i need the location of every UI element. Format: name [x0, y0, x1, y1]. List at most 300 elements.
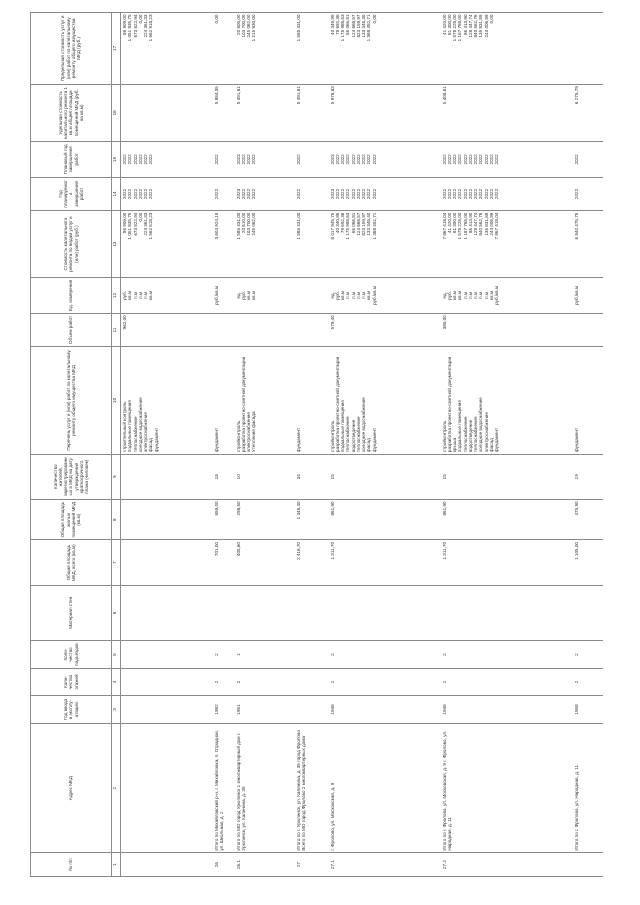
units-item: п.м — [473, 291, 479, 299]
cell-years2 — [329, 141, 441, 177]
works-item: холодное водоснабжение — [361, 397, 367, 453]
years2-item: 2022 — [355, 154, 361, 165]
unit_cost-item: 5 491,81 — [235, 86, 241, 105]
cell-works — [295, 347, 329, 454]
years1-item: 2022 — [478, 188, 484, 200]
cell-floors — [235, 669, 295, 695]
years1-item: 2022 — [143, 188, 149, 200]
cell-living — [573, 499, 603, 540]
cell-floors — [441, 669, 573, 695]
address-value: Итого по г. Фролово, ул. Московская, д. 9 г. Фролово, ул. Народная, д. 11 — [441, 730, 452, 851]
cell-volume — [329, 313, 441, 346]
cell-year — [213, 695, 235, 724]
years2-item: 2022 — [371, 154, 377, 165]
cell-years2 — [121, 141, 213, 177]
years2-item: 2022 — [361, 154, 367, 165]
units-item: руб./кв.м — [371, 285, 377, 305]
costs-item: 40 340,95 — [334, 212, 340, 234]
cell-entrances — [441, 640, 573, 669]
limit-item: 0,00 — [213, 14, 219, 24]
cell-costs — [573, 211, 603, 278]
years1-item: 2022 — [452, 188, 458, 200]
header-cell: Адрес МКД — [31, 724, 112, 853]
limit-item: 86 413,90 — [462, 14, 468, 35]
works-item: фундамент — [573, 427, 579, 453]
area-value: 1 311,70 — [441, 542, 447, 560]
costs-item: 128 447,74 — [473, 212, 479, 236]
years2-item: 2022 — [132, 154, 138, 165]
units-item: кв.м — [489, 290, 495, 300]
cell-entrances — [573, 640, 603, 669]
limit-item: 1 368 452,71 — [366, 14, 372, 42]
years2-item: 2022 — [467, 154, 473, 165]
cell-units — [235, 278, 295, 314]
works-item: холодное водоснабжение — [137, 397, 143, 453]
units-item: кв.м — [366, 290, 372, 300]
capital-repair-table — [30, 12, 603, 877]
cell-unit_cost — [235, 84, 295, 141]
costs-item: 245 062,00 — [251, 212, 257, 236]
header-cell: Стоимость капитального ремонта по видам услуг и (или) работ (руб.) — [31, 211, 112, 278]
living-value: 475,90 — [573, 501, 579, 516]
cell-living — [235, 499, 295, 540]
cell-id — [213, 853, 235, 877]
works-item: крыша — [452, 437, 458, 453]
costs-item: 1 187 768,00 — [462, 212, 468, 240]
years2-item: 2022 — [334, 154, 340, 165]
header-row — [31, 13, 112, 877]
people-value: 19 — [573, 474, 579, 480]
cell-address — [329, 724, 441, 853]
entrances-value: 1 — [235, 653, 241, 656]
years2-item: 2022 — [489, 154, 495, 165]
years2-item: 2022 — [462, 154, 468, 165]
works-item: стройконтроль — [441, 420, 447, 453]
units-item: п.м — [478, 291, 484, 299]
years1-item: 2022 — [361, 188, 367, 200]
header-cell: Общая площадь жилых помещений МКД (кв.м) — [31, 499, 112, 540]
works-item: фундамент — [213, 427, 219, 453]
cell-entrances — [121, 640, 213, 669]
works-item: разработка проектно-сметной документации — [240, 356, 246, 453]
costs-item: 1 585 431,00 — [235, 212, 241, 240]
table-row — [213, 13, 235, 877]
column-number: 8 — [112, 499, 121, 540]
years1-item: 2022 — [355, 188, 361, 200]
cell-people — [441, 454, 573, 499]
column-number-row — [112, 13, 121, 877]
unit_cost-item: 5 978,83 — [329, 86, 335, 105]
years2-item: 2022 — [350, 154, 356, 165]
limit-item: 224 361,33 — [143, 14, 149, 38]
years1-item: 2022 — [441, 188, 447, 200]
years2-item: 2022 — [143, 154, 149, 165]
works-item: стройконтроль — [329, 420, 335, 453]
cell-unit_cost — [213, 84, 235, 141]
cell-address — [121, 724, 213, 853]
cell-area — [213, 540, 235, 585]
people-value: 34 — [295, 474, 301, 480]
units-item: руб./кв.м — [494, 285, 500, 305]
costs-item: 103 700,00 — [246, 212, 252, 236]
year-value: 1948 — [441, 704, 447, 715]
cell-walls — [121, 585, 213, 640]
living-value: 659,00 — [213, 501, 219, 516]
column-number: 5 — [112, 640, 121, 669]
cell-floors — [121, 669, 213, 695]
people-value: 15 — [441, 474, 447, 480]
works-item: электроснабжение — [483, 412, 489, 453]
units-item: ед. — [441, 292, 447, 299]
cell-people — [213, 454, 235, 499]
header-cell: Материал стен — [31, 585, 112, 640]
header-cell: Предельная стоимость услуг и (или) работ по капитальному ремонту общего имущества МКД (руб.) — [31, 13, 112, 85]
living-value: 861,90 — [441, 501, 447, 516]
cell-volume — [441, 313, 573, 346]
id-value: 26 — [213, 862, 219, 868]
cell-volume — [573, 313, 603, 346]
costs-item: 8 017 945,75 — [329, 212, 335, 240]
cell-limit — [295, 13, 329, 85]
cell-id — [121, 853, 213, 877]
address-value: Итого по г. Урюпинск, ул. Калинина, д. 35 город Фролово Всего по МО город Фролово 2 многоквартирных дома — [295, 730, 306, 851]
costs-item: 673 822,94 — [132, 212, 138, 236]
years1-item: 2022 — [340, 188, 346, 200]
column-number: 3 — [112, 695, 121, 724]
limit-item: 124 668,57 — [350, 14, 356, 38]
works-item: холодное водоснабжение — [478, 397, 484, 453]
area-value: 2 416,70 — [295, 542, 301, 560]
years2-item: 2022 — [127, 154, 133, 165]
cell-people — [573, 454, 603, 499]
year-value: 1948 — [329, 704, 335, 715]
years2-item: 2022 — [340, 154, 346, 165]
years2-item: 2022 — [483, 154, 489, 165]
living-value: 1 346,40 — [295, 501, 301, 520]
works-item: водоотведение — [350, 419, 356, 453]
limit-item: 86 909,00 — [122, 14, 127, 35]
costs-item: 224 361,33 — [143, 212, 149, 236]
limit-item: 0,00 — [489, 14, 495, 24]
costs-item: 1 578 228,00 — [457, 212, 463, 240]
cell-entrances — [295, 640, 329, 669]
limit-item: 1 578 228,00 — [452, 14, 458, 42]
cell-id — [573, 853, 603, 877]
people-value: 15 — [329, 474, 335, 480]
units-item: п.м — [345, 291, 351, 299]
entrances-value: 2 — [441, 653, 447, 656]
works-item: разработка проектно-сметной документации — [446, 356, 452, 453]
cell-address — [573, 724, 603, 853]
header-cell: Общая площадь МКД, всего (кв.м) — [31, 540, 112, 585]
year-value: 1982 — [213, 704, 219, 715]
cell-works — [121, 347, 213, 454]
limit-item: 673 822,94 — [132, 14, 138, 38]
id-value: 27.2 — [441, 860, 447, 870]
cell-floors — [213, 669, 235, 695]
area-value: 1 311,70 — [329, 542, 335, 560]
costs-item: 81 300,00 — [452, 212, 458, 234]
years1-item: 2022 — [371, 188, 377, 200]
cell-unit_cost — [329, 84, 441, 141]
cell-units — [573, 278, 603, 314]
units-item: п.м — [361, 291, 367, 299]
years1-item: 2022 — [122, 188, 127, 200]
column-number: 2 — [112, 724, 121, 853]
works-item: фундамент — [295, 427, 301, 453]
units-item: ед. — [329, 292, 335, 299]
years1-item: 2022 — [240, 188, 246, 200]
cell-area — [235, 540, 295, 585]
years2-item: 2022 — [473, 154, 479, 165]
units-item: п.м — [483, 291, 489, 299]
works-item: подвальные помещения — [340, 400, 346, 453]
table-body — [121, 13, 603, 877]
years1-item: 2023 — [329, 188, 335, 200]
years1-item: 2022 — [573, 188, 579, 200]
years2-item: 2022 — [446, 154, 452, 165]
volume-item: 380,00 — [441, 315, 447, 330]
column-number: 14 — [112, 177, 121, 210]
limit-item: 1 215 830,00 — [251, 14, 257, 42]
cell-years1 — [441, 177, 573, 210]
cell-area — [329, 540, 441, 585]
cell-year — [441, 695, 573, 724]
units-item: кв.м — [452, 290, 458, 300]
years1-item: 2022 — [483, 188, 489, 200]
costs-item: 7 867 418,04 — [441, 212, 447, 240]
works-item: фасад — [148, 438, 154, 453]
limit-item: 20 605,00 — [235, 14, 241, 35]
table-row — [573, 13, 603, 877]
cell-living — [329, 499, 441, 540]
cell-people — [329, 454, 441, 499]
limit-item: 243 006,99 — [483, 14, 489, 38]
cell-volume — [213, 313, 235, 346]
header-cell: Удельная стоимость капитального ремонта 1 кв.м общей площади помещений МКД (руб. на кв.м) — [31, 84, 112, 141]
cell-costs — [213, 211, 235, 278]
units-item: кв.м — [246, 290, 252, 300]
units-item: руб. — [446, 291, 452, 300]
years2-item: 2022 — [251, 154, 257, 165]
works-item: электроснабжение — [143, 412, 149, 453]
units-item: п.м — [355, 291, 361, 299]
cell-living — [295, 499, 329, 540]
cell-limit — [213, 13, 235, 85]
cell-works — [573, 347, 603, 454]
table-row — [295, 13, 329, 877]
years2-item: 2022 — [246, 154, 252, 165]
cell-address — [295, 724, 329, 853]
column-number: 6 — [112, 585, 121, 640]
cell-unit_cost — [441, 84, 573, 141]
address-value: Итого по г. Фролово, ул. Народная, д. 11 — [573, 764, 579, 851]
limit-item: 103 700,00 — [240, 14, 246, 38]
living-value: 298,50 — [235, 501, 241, 516]
people-value: 18 — [213, 474, 219, 480]
header-cell: Количество жителей, зарегистрированных в МКД на дату утверждения краткосрочного плана (человек) — [31, 454, 112, 499]
limit-item: 79 692,36 — [334, 14, 340, 35]
years1-item: 2022 — [132, 188, 138, 200]
cell-id — [295, 853, 329, 877]
cell-entrances — [213, 640, 235, 669]
cell-costs — [295, 211, 329, 278]
address-value: Итого по МО город Урюпинск 1 многоквартирный дом г. Урюпинск, ул. Калинина, д. 35 — [235, 732, 246, 851]
units-item: руб./кв.м — [213, 285, 219, 305]
cell-works — [441, 347, 573, 454]
years1-item: 2022 — [213, 188, 219, 200]
entrances-value: 2 — [213, 653, 219, 656]
years1-item: 2022 — [494, 188, 500, 200]
cell-limit — [329, 13, 441, 85]
years1-item: 2022 — [350, 188, 356, 200]
cell-id — [441, 853, 573, 877]
years1-item: 2022 — [295, 188, 301, 200]
column-number: 10 — [112, 347, 121, 454]
works-item: теплоснабжение — [355, 416, 361, 453]
years2-item: 2022 — [457, 154, 463, 165]
units-item: п.м — [467, 291, 473, 299]
cell-limit — [121, 13, 213, 85]
cell-walls — [329, 585, 441, 640]
cell-floors — [295, 669, 329, 695]
years1-item: 2022 — [446, 188, 452, 200]
entrances-value: 2 — [329, 653, 335, 656]
works-item: стройконтроль — [235, 420, 241, 453]
unit_cost-item: 5 491,81 — [295, 86, 301, 105]
column-number: 16 — [112, 84, 121, 141]
cell-entrances — [235, 640, 295, 669]
years2-item: 2022 — [441, 154, 447, 165]
costs-item: 133 346,40 — [366, 212, 372, 236]
works-item: подвальные помещения — [127, 400, 133, 453]
years1-item: 2022 — [345, 188, 351, 200]
column-number: 7 — [112, 540, 121, 585]
cell-address — [213, 724, 235, 853]
cell-people — [121, 454, 213, 499]
units-item: кв.м — [127, 290, 133, 300]
cell-units — [121, 278, 213, 314]
works-item: фасад — [489, 438, 495, 453]
costs-item: 65 066,81 — [350, 212, 356, 234]
cell-year — [295, 695, 329, 724]
cell-year — [329, 695, 441, 724]
header-cell: Год ввода в эксплу-атацию — [31, 695, 112, 724]
cell-walls — [295, 585, 329, 640]
cell-walls — [441, 585, 573, 640]
volume-item: 579,40 — [329, 315, 335, 330]
works-item: теплоснабжение — [132, 416, 138, 453]
years1-item: 2022 — [467, 188, 473, 200]
limit-item: 133 346,40 — [361, 14, 367, 38]
cell-living — [441, 499, 573, 540]
cell-costs — [121, 211, 213, 278]
floors-value: 2 — [573, 680, 579, 684]
area-value: 1 105,00 — [573, 542, 579, 560]
years1-item: 2022 — [473, 188, 479, 200]
years2-item: 2022 — [452, 154, 458, 165]
units-item: руб. — [334, 291, 340, 300]
years1-item: 2022 — [148, 188, 154, 200]
cell-units — [329, 278, 441, 314]
costs-item: 86 413,90 — [467, 212, 473, 234]
costs-item: 840 562,76 — [478, 212, 484, 236]
cell-units — [213, 278, 235, 314]
years1-item: 2022 — [127, 188, 133, 200]
years1-item: 2022 — [334, 188, 340, 200]
limit-item: 40 349,95 — [329, 14, 335, 35]
limit-item: 823 159,97 — [355, 14, 361, 38]
works-item: подвальные помещения — [457, 400, 463, 453]
cell-floors — [573, 669, 603, 695]
costs-item: 1 585 431,00 — [295, 212, 301, 240]
years1-item: 2022 — [251, 188, 257, 200]
column-number: 4 — [112, 669, 121, 695]
cell-years1 — [121, 177, 213, 210]
cell-id — [235, 853, 295, 877]
column-number: 13 — [112, 211, 121, 278]
costs-item: 41 420,00 — [446, 212, 452, 234]
costs-item: 79 692,36 — [340, 212, 346, 234]
works-item: теплоснабжение — [462, 416, 468, 453]
cell-works — [235, 347, 295, 454]
limit-item: 1 585 431,00 — [295, 14, 301, 42]
floors-value: 2 — [329, 680, 335, 684]
years2-item: 2022 — [573, 154, 579, 165]
years2-item: 2022 — [213, 154, 219, 165]
cell-years1 — [213, 177, 235, 210]
floors-value: 2 — [213, 680, 219, 684]
cell-address — [441, 724, 573, 853]
cell-year — [235, 695, 295, 724]
cell-entrances — [329, 640, 441, 669]
cell-area — [295, 540, 329, 585]
works-item: фундамент — [153, 427, 159, 453]
column-number: 17 — [112, 13, 121, 85]
cell-limit — [441, 13, 573, 85]
limit-item: 41 420,00 — [441, 14, 447, 35]
years2-item: 2022 — [240, 154, 246, 165]
limit-item: 1 175 988,63 — [340, 14, 346, 42]
costs-item: 6 840 475,75 — [573, 212, 579, 240]
limit-item: 840 562,76 — [473, 14, 479, 38]
header-cell: Коли-чество подъездов — [31, 640, 112, 669]
table-row — [329, 13, 441, 877]
costs-item: 823 159,97 — [361, 212, 367, 236]
column-number: 1 — [112, 853, 121, 877]
column-number: 12 — [112, 278, 121, 314]
cell-walls — [235, 585, 295, 640]
limit-item: 81 300,00 — [446, 14, 452, 35]
years1-item: 2022 — [489, 188, 495, 200]
unit_cost-item: 5 408,61 — [441, 86, 447, 105]
works-item: Утепление фасада — [251, 411, 257, 453]
people-value: 10 — [235, 474, 241, 480]
cell-limit — [235, 13, 295, 85]
cell-unit_cost — [121, 84, 213, 141]
limit-item: 245 062,00 — [246, 14, 252, 38]
header-cell: Ед. измерения — [31, 278, 112, 314]
units-item: руб./кв.м — [573, 285, 579, 305]
cell-works — [213, 347, 235, 454]
costs-item: 135 831,89 — [483, 212, 489, 236]
floors-value: 2 — [235, 680, 241, 684]
cell-works — [329, 347, 441, 454]
cell-units — [441, 278, 573, 314]
header-cell: № п/п — [31, 853, 112, 877]
cell-years2 — [235, 141, 295, 177]
cell-area — [573, 540, 603, 585]
